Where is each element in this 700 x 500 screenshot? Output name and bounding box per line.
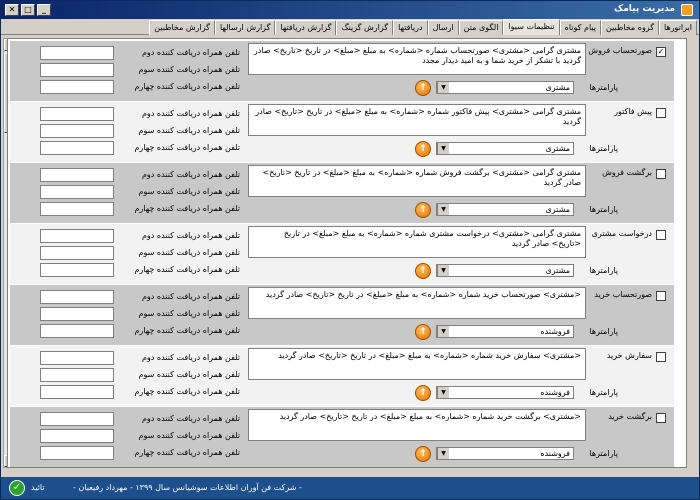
template-row — [10, 102, 674, 162]
phone-input[interactable] — [40, 107, 114, 121]
chevron-down-icon[interactable]: ▼ — [437, 204, 449, 215]
message-template-textarea[interactable]: مشتری گرامی <مشتری> پیش فاکتور شماره <شماره> به مبلغ <مبلغ> در تاریخ <تاریخ> صادر گردید — [248, 104, 586, 136]
template-row — [10, 224, 674, 284]
message-template-textarea[interactable]: <مشتری> برگشت خرید شماره <شماره> به مبلغ <مبلغ> در تاریخ <تاریخ> صادر گردید — [248, 409, 586, 441]
template-row — [10, 285, 674, 345]
chevron-down-icon[interactable]: ▼ — [437, 82, 449, 93]
phone-field-row — [40, 62, 240, 78]
tab-8[interactable]: گزارش دریافتها — [275, 20, 336, 35]
phone-fields — [40, 289, 240, 340]
chevron-down-icon[interactable]: ▼ — [437, 387, 449, 398]
phone-label: تلفن همراه دریافت کننده سوم — [138, 65, 240, 74]
enable-checkbox[interactable] — [656, 169, 666, 179]
phone-input[interactable] — [40, 351, 114, 365]
phone-label: تلفن همراه دریافت کننده دوم — [141, 414, 240, 423]
phone-input[interactable] — [40, 263, 114, 277]
params-select[interactable] — [436, 81, 574, 94]
phone-label: تلفن همراه دریافت کننده دوم — [141, 231, 240, 240]
tab-0[interactable]: ایراتورها — [659, 20, 697, 35]
phone-field-row — [40, 123, 240, 139]
params-select-value: مشتری — [545, 83, 570, 92]
phone-field-row — [40, 106, 240, 122]
phone-field-row — [40, 245, 240, 261]
params-label: پارامترها — [589, 388, 618, 397]
phone-input[interactable] — [40, 124, 114, 138]
insert-param-button[interactable]: ↑ — [415, 385, 431, 401]
params-select[interactable] — [436, 264, 574, 277]
window-controls — [5, 4, 51, 16]
params-label: پارامترها — [589, 144, 618, 153]
phone-input[interactable] — [40, 63, 114, 77]
status-bar — [1, 477, 699, 499]
tab-3[interactable]: تنظیمات سیوا — [503, 19, 559, 35]
insert-param-button[interactable]: ↑ — [415, 446, 431, 462]
phone-fields — [40, 45, 240, 96]
phone-label: تلفن همراه دریافت کننده دوم — [141, 48, 240, 57]
insert-param-button[interactable]: ↑ — [415, 80, 431, 96]
row-label: صورتحساب فروش — [588, 46, 652, 55]
params-select-value: فروشنده — [540, 327, 570, 336]
params-select[interactable] — [436, 386, 574, 399]
insert-param-button[interactable]: ↑ — [415, 202, 431, 218]
phone-label: تلفن همراه دریافت کننده چهارم — [134, 387, 240, 396]
params-label: پارامترها — [589, 327, 618, 336]
tab-10[interactable]: گزارش مخاطبین — [149, 20, 215, 35]
row-label: برگشت فروش — [602, 168, 652, 177]
phone-label: تلفن همراه دریافت کننده سوم — [138, 309, 240, 318]
params-select-value: فروشنده — [540, 449, 570, 458]
params-select[interactable] — [436, 142, 574, 155]
phone-label: تلفن همراه دریافت کننده سوم — [138, 431, 240, 440]
phone-input[interactable] — [40, 307, 114, 321]
phone-label: تلفن همراه دریافت کننده چهارم — [134, 143, 240, 152]
phone-label: تلفن همراه دریافت کننده چهارم — [134, 326, 240, 335]
copyright-text: - شرکت فن آوران اطلاعات سوشیانس سال ۱۳۹۹ - مهرداد رفیعیان - — [73, 483, 302, 492]
phone-input[interactable] — [40, 385, 114, 399]
phone-label: تلفن همراه دریافت کننده چهارم — [134, 204, 240, 213]
enable-checkbox[interactable] — [656, 230, 666, 240]
ok-label[interactable]: تائید — [31, 483, 45, 492]
phone-input[interactable] — [40, 46, 114, 60]
settings-panel — [7, 38, 687, 468]
phone-field-row — [40, 445, 240, 461]
row-label: برگشت خرید — [608, 412, 652, 421]
params-select-value: مشتری — [545, 266, 570, 275]
enable-checkbox[interactable] — [656, 413, 666, 423]
params-select-value: فروشنده — [540, 388, 570, 397]
phone-input[interactable] — [40, 168, 114, 182]
phone-fields — [40, 228, 240, 279]
phone-field-row — [40, 45, 240, 61]
phone-label: تلفن همراه دریافت کننده چهارم — [134, 265, 240, 274]
chevron-down-icon[interactable]: ▼ — [437, 143, 449, 154]
params-label: پارامترها — [589, 449, 618, 458]
app-icon — [681, 4, 693, 16]
phone-field-row — [40, 350, 240, 366]
phone-field-row — [40, 184, 240, 200]
params-label: پارامترها — [589, 83, 618, 92]
tab-4[interactable]: الگوی متن — [459, 20, 504, 35]
params-select-value: مشتری — [545, 205, 570, 214]
phone-label: تلفن همراه دریافت کننده چهارم — [134, 82, 240, 91]
phone-label: تلفن همراه دریافت کننده سوم — [138, 187, 240, 196]
insert-param-button[interactable]: ↑ — [415, 263, 431, 279]
row-label: سفارش خرید — [606, 351, 652, 360]
phone-label: تلفن همراه دریافت کننده سوم — [138, 126, 240, 135]
tab-5[interactable]: ارسال — [428, 20, 459, 35]
phone-field-row — [40, 167, 240, 183]
params-select[interactable] — [436, 447, 574, 460]
phone-fields — [40, 106, 240, 157]
enable-checkbox[interactable] — [656, 352, 666, 362]
row-label: پیش فاکتور — [614, 107, 652, 116]
phone-field-row — [40, 201, 240, 217]
phone-field-row — [40, 140, 240, 156]
phone-label: تلفن همراه دریافت کننده سوم — [138, 370, 240, 379]
phone-label: تلفن همراه دریافت کننده دوم — [141, 353, 240, 362]
params-select[interactable] — [436, 325, 574, 338]
maximize-icon[interactable]: □ — [21, 4, 35, 16]
phone-label: تلفن همراه دریافت کننده سوم — [138, 248, 240, 257]
tab-2[interactable]: پیام کوتاه — [560, 20, 601, 35]
tab-9[interactable]: گزارش ارسالها — [215, 20, 275, 35]
message-template-textarea[interactable]: مشتری گرامی <مشتری> صورتحساب شماره <شماره> به مبلغ <مبلغ> در تاریخ <تاریخ> صادر گردید با تشکر از خرید شما و به امید دیدار مجدد — [248, 43, 586, 75]
message-template-textarea[interactable]: مشتری گرامی <مشتری> درخواست مشتری شماره <شماره> به مبلغ <مبلغ> در تاریخ <تاریخ> صادر گردید — [248, 226, 586, 258]
phone-input[interactable] — [40, 229, 114, 243]
phone-field-row — [40, 384, 240, 400]
message-template-textarea[interactable]: مشتری گرامی <مشتری> برگشت فروش شماره <شماره> به مبلغ <مبلغ> در تاریخ <تاریخ> صادر گردید — [248, 165, 586, 197]
row-label: صورتحساب خرید — [594, 290, 652, 299]
phone-input[interactable] — [40, 202, 114, 216]
phone-input[interactable] — [40, 412, 114, 426]
message-template-textarea[interactable]: <مشتری> سفارش خرید شماره <شماره> به مبلغ <مبلغ> در تاریخ <تاریخ> صادر گردید — [248, 348, 586, 380]
tab-7[interactable]: گزارش گزینگ — [336, 20, 393, 35]
window-title: مدیریت پیامک — [613, 4, 675, 14]
tab-1[interactable]: گروه مخاطبین — [601, 20, 659, 35]
title-bar — [1, 1, 699, 19]
phone-input[interactable] — [40, 368, 114, 382]
insert-param-button[interactable]: ↑ — [415, 324, 431, 340]
phone-input[interactable] — [40, 80, 114, 94]
template-row — [10, 407, 674, 467]
template-row — [10, 346, 674, 406]
phone-field-row — [40, 323, 240, 339]
enable-checkbox[interactable] — [656, 291, 666, 301]
close-icon[interactable]: ✕ — [5, 4, 19, 16]
tab-strip — [1, 19, 699, 35]
phone-field-row — [40, 262, 240, 278]
phone-fields — [40, 411, 240, 462]
params-select-value: مشتری — [545, 144, 570, 153]
template-row — [10, 41, 674, 101]
phone-field-row — [40, 428, 240, 444]
phone-field-row — [40, 306, 240, 322]
phone-label: تلفن همراه دریافت کننده دوم — [141, 170, 240, 179]
phone-field-row — [40, 79, 240, 95]
enable-checkbox[interactable] — [656, 108, 666, 118]
phone-label: تلفن همراه دریافت کننده چهارم — [134, 448, 240, 457]
phone-input[interactable] — [40, 141, 114, 155]
insert-param-button[interactable]: ↑ — [415, 141, 431, 157]
chevron-down-icon[interactable]: ▼ — [437, 265, 449, 276]
params-select[interactable] — [436, 203, 574, 216]
phone-fields — [40, 350, 240, 401]
enable-checkbox[interactable]: ✓ — [657, 47, 665, 56]
params-label: پارامترها — [589, 266, 618, 275]
phone-input[interactable] — [40, 290, 114, 304]
phone-field-row — [40, 411, 240, 427]
phone-field-row — [40, 367, 240, 383]
message-template-textarea[interactable]: <مشتری> صورتحساب خرید شماره <شماره> به مبلغ <مبلغ> در تاریخ <تاریخ> صادر گردید — [248, 287, 586, 319]
phone-input[interactable] — [40, 246, 114, 260]
phone-input[interactable] — [40, 185, 114, 199]
minimize-icon[interactable]: _ — [37, 4, 51, 16]
phone-field-row — [40, 228, 240, 244]
phone-label: تلفن همراه دریافت کننده دوم — [141, 292, 240, 301]
phone-fields — [40, 167, 240, 218]
phone-input[interactable] — [40, 429, 114, 443]
phone-field-row — [40, 289, 240, 305]
row-label: درخواست مشتری — [591, 229, 652, 238]
tab-6[interactable]: دریافتها — [393, 20, 427, 35]
ok-button[interactable]: ✓ — [9, 480, 25, 496]
phone-label: تلفن همراه دریافت کننده دوم — [141, 109, 240, 118]
params-label: پارامترها — [589, 205, 618, 214]
phone-input[interactable] — [40, 324, 114, 338]
chevron-down-icon[interactable]: ▼ — [437, 326, 449, 337]
phone-input[interactable] — [40, 446, 114, 460]
chevron-down-icon[interactable]: ▼ — [437, 448, 449, 459]
template-row — [10, 163, 674, 223]
